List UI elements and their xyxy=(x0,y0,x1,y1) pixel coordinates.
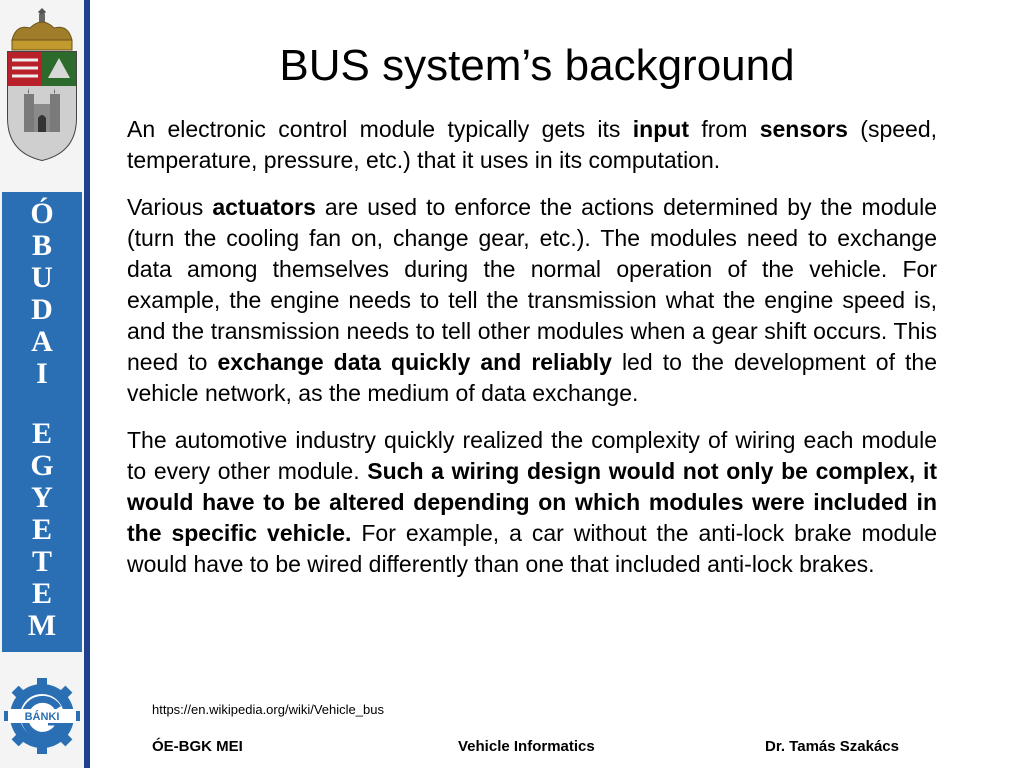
paragraph-actuators xyxy=(127,192,937,409)
university-letter: T xyxy=(31,545,52,578)
university-letter: Y xyxy=(31,481,53,514)
university-letter: I xyxy=(36,357,48,390)
footer-department: ÓE-BGK MEI xyxy=(152,738,243,755)
emphasis-input: input xyxy=(632,116,689,142)
text-run: An electronic control module typically gets its xyxy=(127,116,633,142)
paragraph-sensors xyxy=(127,114,937,176)
university-letter: Ó xyxy=(30,197,54,230)
text-run: are used to enforce the actions determined by the module (turn the cooling fan on, change gear, etc.). The modules need to exchange data among themselves during the normal operation of the vehicle. For example, the engine needs to tell the transmission what the engine speed is, and the transmission needs to tell other modules when a gear shift occurs. This need to xyxy=(127,194,937,375)
slide-body xyxy=(127,114,937,596)
university-letter: E xyxy=(31,417,52,450)
sidebar xyxy=(0,0,86,768)
text-run: led to the development of the vehicle network, as the medium of data exchange. xyxy=(127,349,937,406)
university-letter: E xyxy=(31,513,52,546)
footer-course: Vehicle Informatics xyxy=(458,738,595,755)
university-letter: G xyxy=(30,449,54,482)
university-name-letters xyxy=(2,198,82,642)
university-letter: A xyxy=(31,325,53,358)
source-link[interactable]: https://en.wikipedia.org/wiki/Vehicle_bus xyxy=(152,702,384,717)
paragraph-wiring xyxy=(127,425,937,580)
university-letter: M xyxy=(27,609,57,642)
text-run: (speed, temperature, pressure, etc.) that it uses in its computation. xyxy=(127,116,938,173)
text-run: Various xyxy=(127,194,213,220)
university-letter: B xyxy=(31,229,52,262)
emphasis-exchange-data: exchange data quickly and reliably xyxy=(217,349,612,375)
university-letter: E xyxy=(31,577,52,610)
city-crest-icon xyxy=(2,6,80,162)
university-letter: U xyxy=(31,261,53,294)
banki-gear-logo-icon xyxy=(2,676,82,756)
text-run: For example, a car without the anti-lock brake module would have to be wired differently than one that included anti-lock brakes. xyxy=(127,520,937,577)
footer-author: Dr. Tamás Szakács xyxy=(765,738,899,755)
emphasis-sensors: sensors xyxy=(759,116,848,142)
slide-title: BUS system’s background xyxy=(279,41,795,90)
university-letter: D xyxy=(31,293,53,326)
emphasis-actuators: actuators xyxy=(212,194,316,220)
university-name-band xyxy=(2,192,82,652)
banki-logo-text: BÁNKI xyxy=(24,711,60,723)
text-run: from xyxy=(689,116,760,142)
text-run: The automotive industry quickly realized the complexity of wiring each module to every other module. xyxy=(127,427,937,484)
sidebar-divider xyxy=(84,0,90,768)
emphasis-wiring-design: Such a wiring design would not only be complex, it would have to be altered depending on which modules were included in the specific vehicle. xyxy=(127,458,938,546)
